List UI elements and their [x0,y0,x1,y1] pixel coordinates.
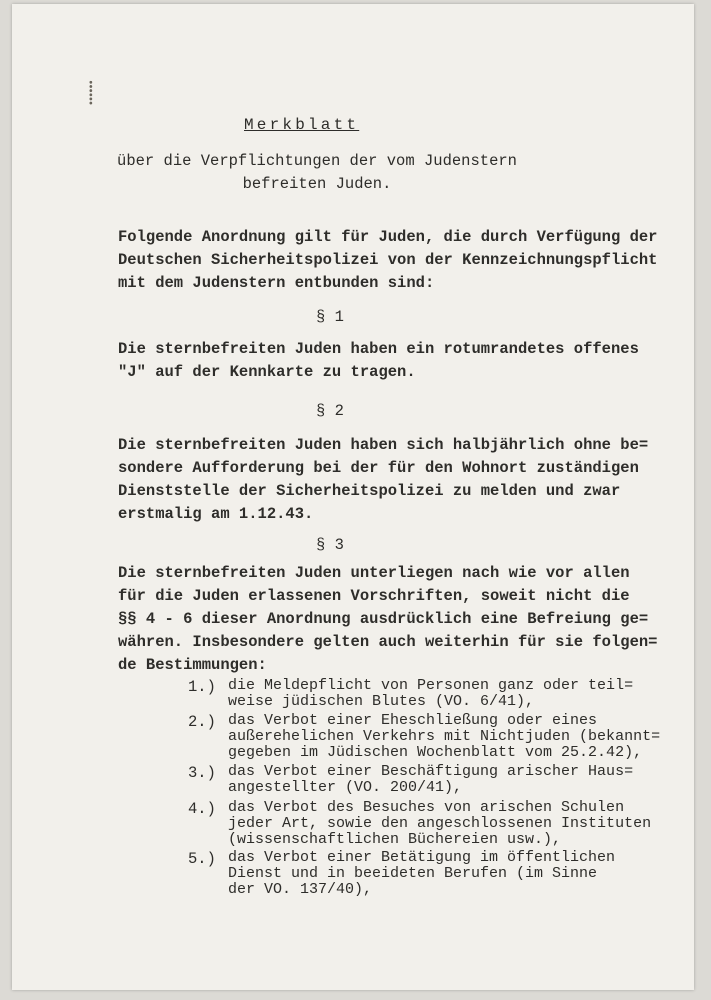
list-item-text: das Verbot des Besuches von arischen Schulen jeder Art, sowie den angeschlossenen Instituten (wissenschaftlichen Büchereien usw.), [228,799,652,848]
section-text-1: Die sternbefreiten Juden haben ein rotumrandetes offenes "J" auf der Kennkarte zu tragen. [118,340,639,381]
list-item-number: 2.) [188,713,216,731]
section-heading-3: § 3 [316,536,344,554]
list-item-text: das Verbot einer Eheschließung oder eines außerehelichen Verkehrs mit Nichtjuden (bekannt= gegeben im Jüdischen Wochenblatt vom 25.2.42), [228,712,661,761]
list-item-number: 4.) [188,800,216,818]
list-item-number: 5.) [188,850,216,868]
section-heading-2: § 2 [316,402,344,420]
list-item-text: das Verbot einer Beschäftigung arischer Haus= angestellter (VO. 200/41), [228,763,634,796]
punch-hole-mark: ⸽ [88,81,94,106]
document-title: Merkblatt [244,116,360,134]
section-text-3: Die sternbefreiten Juden unterliegen nach wie vor allen für die Juden erlassenen Vorschriften, soweit nicht die §§ 4 - 6 dieser Anordnung ausdrücklich eine Befreiung ge= währen. Insbesondere gelten auch weiterhin für sie folgen= de Bestimmungen: [118,564,658,674]
list-item-number: 3.) [188,764,216,782]
subtitle-line: über die Verpflichtungen der vom Judenstern [117,152,517,170]
list-item-number: 1.) [188,678,216,696]
document-page [12,4,694,990]
subtitle-line: befreiten Juden. [242,175,392,193]
list-item-text: die Meldepflicht von Personen ganz oder teil= weise jüdischen Blutes (VO. 6/41), [228,677,634,710]
section-text-2: Die sternbefreiten Juden haben sich halbjährlich ohne be= sondere Aufforderung bei der für den Wohnort zuständigen Dienststelle der Sicherheitspolizei zu melden und zwar erstmalig am 1.12.43. [118,436,649,523]
document-subtitle [12,150,622,196]
list-item-text: das Verbot einer Betätigung im öffentlichen Dienst und in beeideten Berufen (im Sinne der VO. 137/40), [228,849,616,898]
intro-paragraph: Folgende Anordnung gilt für Juden, die durch Verfügung der Deutschen Sicherheitspolizei von der Kennzeichnungspflicht mit dem Judenstern entbunden sind: [118,228,658,292]
section-heading-1: § 1 [316,308,344,326]
